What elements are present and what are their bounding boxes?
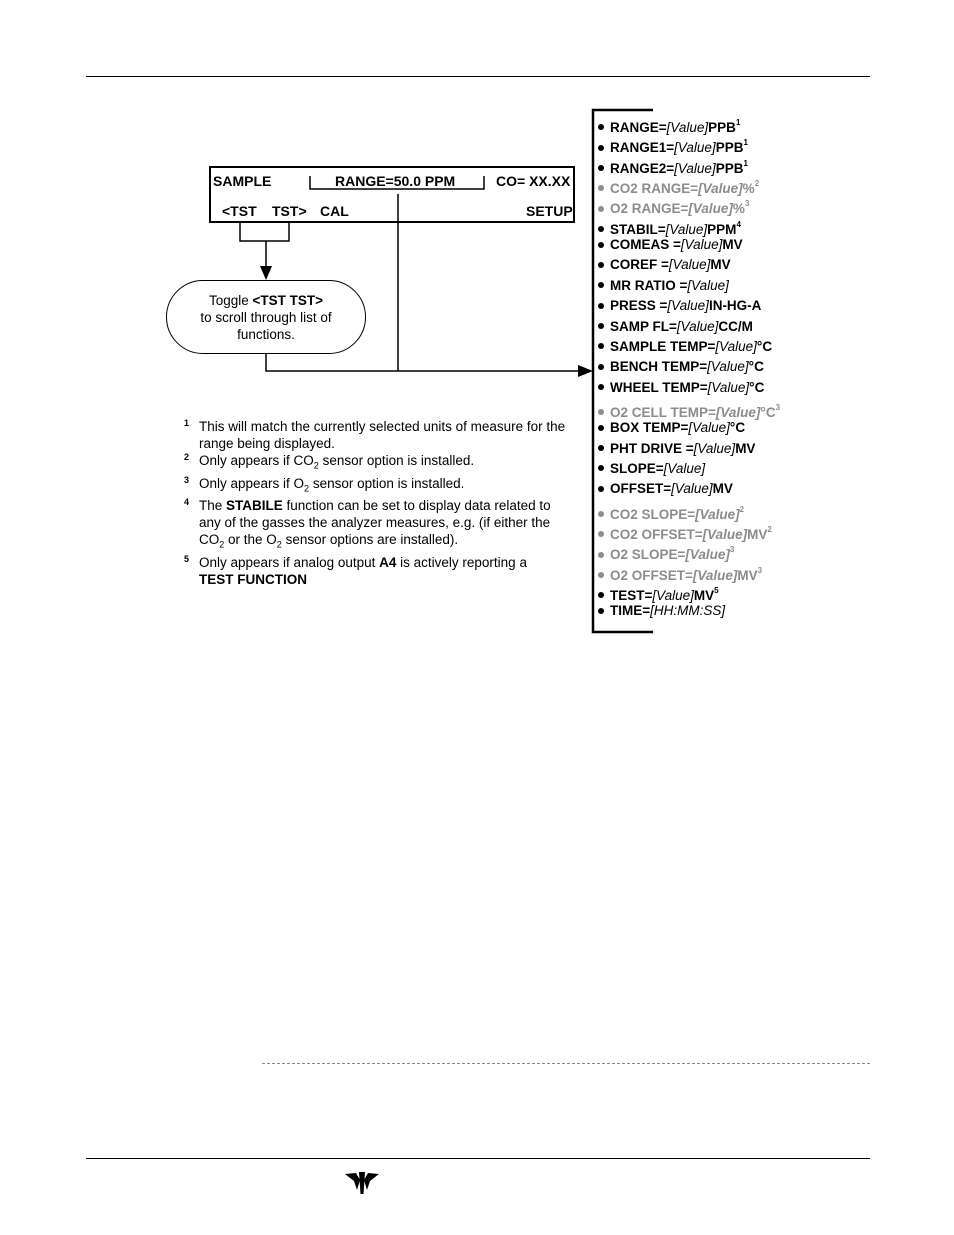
bullet-icon xyxy=(598,303,604,309)
function-name: PHT DRIVE = xyxy=(610,440,694,456)
function-name: BOX TEMP= xyxy=(610,420,689,436)
function-value: [Value] xyxy=(671,481,713,497)
function-unit: PPB xyxy=(715,140,744,156)
footnote-keyword: A4 xyxy=(379,555,397,571)
footnote-2 xyxy=(184,452,574,475)
function-value: [HH:MM:SS] xyxy=(650,603,726,619)
function-item xyxy=(591,337,772,357)
function-name: RANGE2= xyxy=(610,160,675,176)
footnote-text: sensor option is installed. xyxy=(318,453,475,468)
function-value: [Value] xyxy=(715,338,757,354)
function-name: WHEEL TEMP= xyxy=(610,379,708,395)
function-unit: PPB xyxy=(708,120,736,135)
function-value: [Value] xyxy=(667,298,709,314)
footnote-ref: 1 xyxy=(743,138,748,148)
function-value: [Value] xyxy=(680,237,723,253)
function-unit: % xyxy=(742,181,755,197)
function-name: CO2 SLOPE= xyxy=(610,506,696,522)
function-name: SLOPE= xyxy=(610,460,664,476)
function-item xyxy=(591,418,745,438)
cal-button[interactable]: CAL xyxy=(320,203,349,219)
function-name: O2 CELL TEMP= xyxy=(610,404,716,420)
footnote-text: sensor option is installed. xyxy=(309,475,465,491)
footnote-number: 5 xyxy=(184,554,190,565)
subscript: 2 xyxy=(304,483,310,494)
subscript: 2 xyxy=(219,540,225,551)
footnote-4 xyxy=(184,497,574,554)
bullet-icon xyxy=(598,165,604,171)
function-unit: °C xyxy=(756,338,773,354)
toggle-instruction-bubble xyxy=(166,280,366,354)
bullet-icon xyxy=(598,592,604,598)
function-unit: MV xyxy=(737,567,758,583)
toggle-rest: to scroll through list of functions. xyxy=(200,310,332,342)
function-unit: PPB xyxy=(715,160,744,176)
function-unit: MV xyxy=(710,257,731,273)
function-unit: CC/M xyxy=(718,318,753,334)
function-value: [Value] xyxy=(688,420,730,436)
function-value: [Value] xyxy=(693,440,736,456)
function-item xyxy=(591,154,748,174)
front-panel-display xyxy=(209,166,575,223)
function-unit: MV xyxy=(722,237,743,253)
function-unit: MV xyxy=(712,481,733,497)
footnote-number: 4 xyxy=(184,497,190,508)
footnote-1 xyxy=(184,418,574,452)
bullet-icon xyxy=(598,572,604,578)
footer-rule xyxy=(86,1158,870,1159)
function-value: [Value] xyxy=(666,120,709,135)
function-value: [Value] xyxy=(685,547,730,563)
function-name: STABIL= xyxy=(610,221,666,237)
function-item xyxy=(591,235,743,255)
function-value: [Value] xyxy=(698,181,743,197)
bullet-icon xyxy=(598,409,604,415)
function-value: [Value] xyxy=(687,277,729,293)
footnote-number: 2 xyxy=(184,452,190,462)
dashed-separator xyxy=(262,1063,870,1064)
footnote-3 xyxy=(184,475,574,498)
tst-prev-button[interactable]: <TST xyxy=(222,203,257,219)
bullet-icon xyxy=(598,384,604,390)
function-name: MR RATIO = xyxy=(610,277,688,293)
function-name: RANGE1= xyxy=(610,140,675,156)
function-item xyxy=(591,133,748,156)
toggle-prefix: Toggle xyxy=(208,293,253,308)
function-item xyxy=(591,540,735,563)
function-item xyxy=(591,113,740,133)
function-item xyxy=(591,194,750,217)
function-unit: °C xyxy=(760,404,776,420)
function-item xyxy=(591,276,729,296)
bullet-icon xyxy=(598,364,604,370)
function-item xyxy=(591,581,719,604)
bullet-icon xyxy=(598,226,604,232)
function-name: COMEAS = xyxy=(610,237,681,253)
function-item xyxy=(591,215,741,235)
footnote-ref: 4 xyxy=(736,219,741,229)
function-unit: °C xyxy=(749,379,765,395)
toggle-keys: <TST TST> xyxy=(252,293,324,308)
function-item xyxy=(591,296,761,316)
footnote-keyword: TEST FUNCTION xyxy=(199,572,307,588)
bullet-icon xyxy=(598,445,604,451)
function-value: [Value] xyxy=(665,221,708,237)
bullet-icon xyxy=(598,282,604,288)
teledyne-logo-icon xyxy=(344,1170,380,1196)
function-item xyxy=(591,479,733,499)
function-name: SAMP FL= xyxy=(610,318,677,334)
footnote-text: or the O xyxy=(224,532,277,548)
function-name: O2 OFFSET= xyxy=(610,567,693,583)
footnote-ref: 3 xyxy=(729,545,735,555)
function-item xyxy=(591,459,705,479)
footnote-text: The xyxy=(199,498,227,514)
bullet-icon xyxy=(598,486,604,492)
function-value: [Value] xyxy=(663,460,706,476)
function-value: [Value] xyxy=(652,588,694,604)
function-item xyxy=(591,174,760,197)
function-value: [Value] xyxy=(715,404,761,420)
function-name: OFFSET= xyxy=(610,481,672,497)
footnote-keyword: STABILE xyxy=(226,498,283,514)
function-unit: MV xyxy=(747,527,768,542)
footnote-text: function can be set to display data related to any of the gasses the analyzer measures, e.g. (if either the CO xyxy=(199,498,551,548)
footnote-5 xyxy=(184,554,574,588)
function-unit: MV xyxy=(735,440,756,456)
footnote-ref: 3 xyxy=(744,199,750,209)
function-unit: °C xyxy=(729,420,746,436)
function-item xyxy=(591,398,780,418)
function-name: TEST= xyxy=(610,588,653,604)
function-item xyxy=(591,520,772,540)
concentration-readout: CO= XX.XX xyxy=(496,173,571,189)
footnote-number: 1 xyxy=(184,418,190,428)
footnote-text: Only appears if O xyxy=(199,475,305,491)
function-item xyxy=(591,439,755,459)
function-value: [Value] xyxy=(707,379,750,395)
bullet-icon xyxy=(598,323,604,329)
footnote-ref: 1 xyxy=(735,118,741,127)
bullet-icon xyxy=(598,242,604,248)
function-unit: PPM xyxy=(707,221,737,237)
footnote-text: is actively reporting a xyxy=(396,555,527,571)
function-value: [Value] xyxy=(692,567,738,583)
footnote-text: Only appears if CO xyxy=(199,453,314,468)
tst-next-button[interactable]: TST> xyxy=(272,203,307,219)
function-item xyxy=(591,378,764,398)
function-item xyxy=(591,500,744,520)
footnote-ref: 1 xyxy=(743,158,748,168)
function-name: RANGE= xyxy=(610,120,667,135)
subscript: 2 xyxy=(313,460,319,471)
footnote-ref: 3 xyxy=(757,565,763,575)
function-item xyxy=(591,357,764,377)
footnote-ref: 5 xyxy=(714,586,719,596)
function-unit: °C xyxy=(748,359,764,375)
function-value: [Value] xyxy=(674,140,716,156)
function-name: PRESS = xyxy=(610,298,668,314)
bullet-icon xyxy=(598,465,604,471)
bullet-icon xyxy=(598,262,604,268)
bullet-icon xyxy=(598,185,604,191)
footnote-text: Only appears if analog output xyxy=(199,555,380,571)
footnote-ref: 2 xyxy=(739,504,745,514)
function-name: TIME= xyxy=(610,603,651,619)
bullet-icon xyxy=(598,124,604,130)
mode-label: SAMPLE xyxy=(213,173,272,189)
function-unit: % xyxy=(732,201,745,217)
function-name: SAMPLE TEMP= xyxy=(610,338,716,354)
function-value: [Value] xyxy=(676,318,719,334)
function-unit: MV xyxy=(693,588,715,604)
function-item xyxy=(591,255,731,275)
bullet-icon xyxy=(598,531,604,537)
function-unit: IN-HG-A xyxy=(708,298,762,314)
footnote-ref: 2 xyxy=(754,179,760,189)
bullet-icon xyxy=(598,145,604,151)
function-name: CO2 RANGE= xyxy=(610,181,699,197)
function-name: O2 SLOPE= xyxy=(610,547,686,563)
bullet-icon xyxy=(598,552,604,558)
function-item xyxy=(591,317,753,337)
footnote-ref: 3 xyxy=(775,402,781,412)
bullet-icon xyxy=(598,608,604,614)
function-item xyxy=(591,601,725,621)
bullet-icon xyxy=(598,206,604,212)
function-name: BENCH TEMP= xyxy=(610,359,708,375)
function-value: [Value] xyxy=(688,201,733,217)
function-value: [Value] xyxy=(695,506,740,522)
subscript: 2 xyxy=(276,540,282,551)
function-value: [Value] xyxy=(702,527,748,542)
function-name: O2 RANGE= xyxy=(610,201,689,217)
setup-button[interactable]: SETUP xyxy=(526,203,573,219)
function-value: [Value] xyxy=(707,359,749,375)
bullet-icon xyxy=(598,511,604,517)
function-name: COREF = xyxy=(610,257,669,273)
bullet-icon xyxy=(598,425,604,431)
footnote-text: This will match the currently selected units of measure for the range being displayed. xyxy=(199,419,566,451)
footnotes xyxy=(184,418,574,588)
footnote-text: sensor options are installed). xyxy=(281,532,459,548)
function-name: CO2 OFFSET= xyxy=(610,527,703,542)
function-value: [Value] xyxy=(674,160,716,176)
footnote-number: 3 xyxy=(184,474,190,485)
bullet-icon xyxy=(598,343,604,349)
footnote-ref: 2 xyxy=(767,525,772,534)
range-readout: RANGE=50.0 PPM xyxy=(335,173,456,189)
function-value: [Value] xyxy=(668,257,711,273)
function-item xyxy=(591,561,762,581)
